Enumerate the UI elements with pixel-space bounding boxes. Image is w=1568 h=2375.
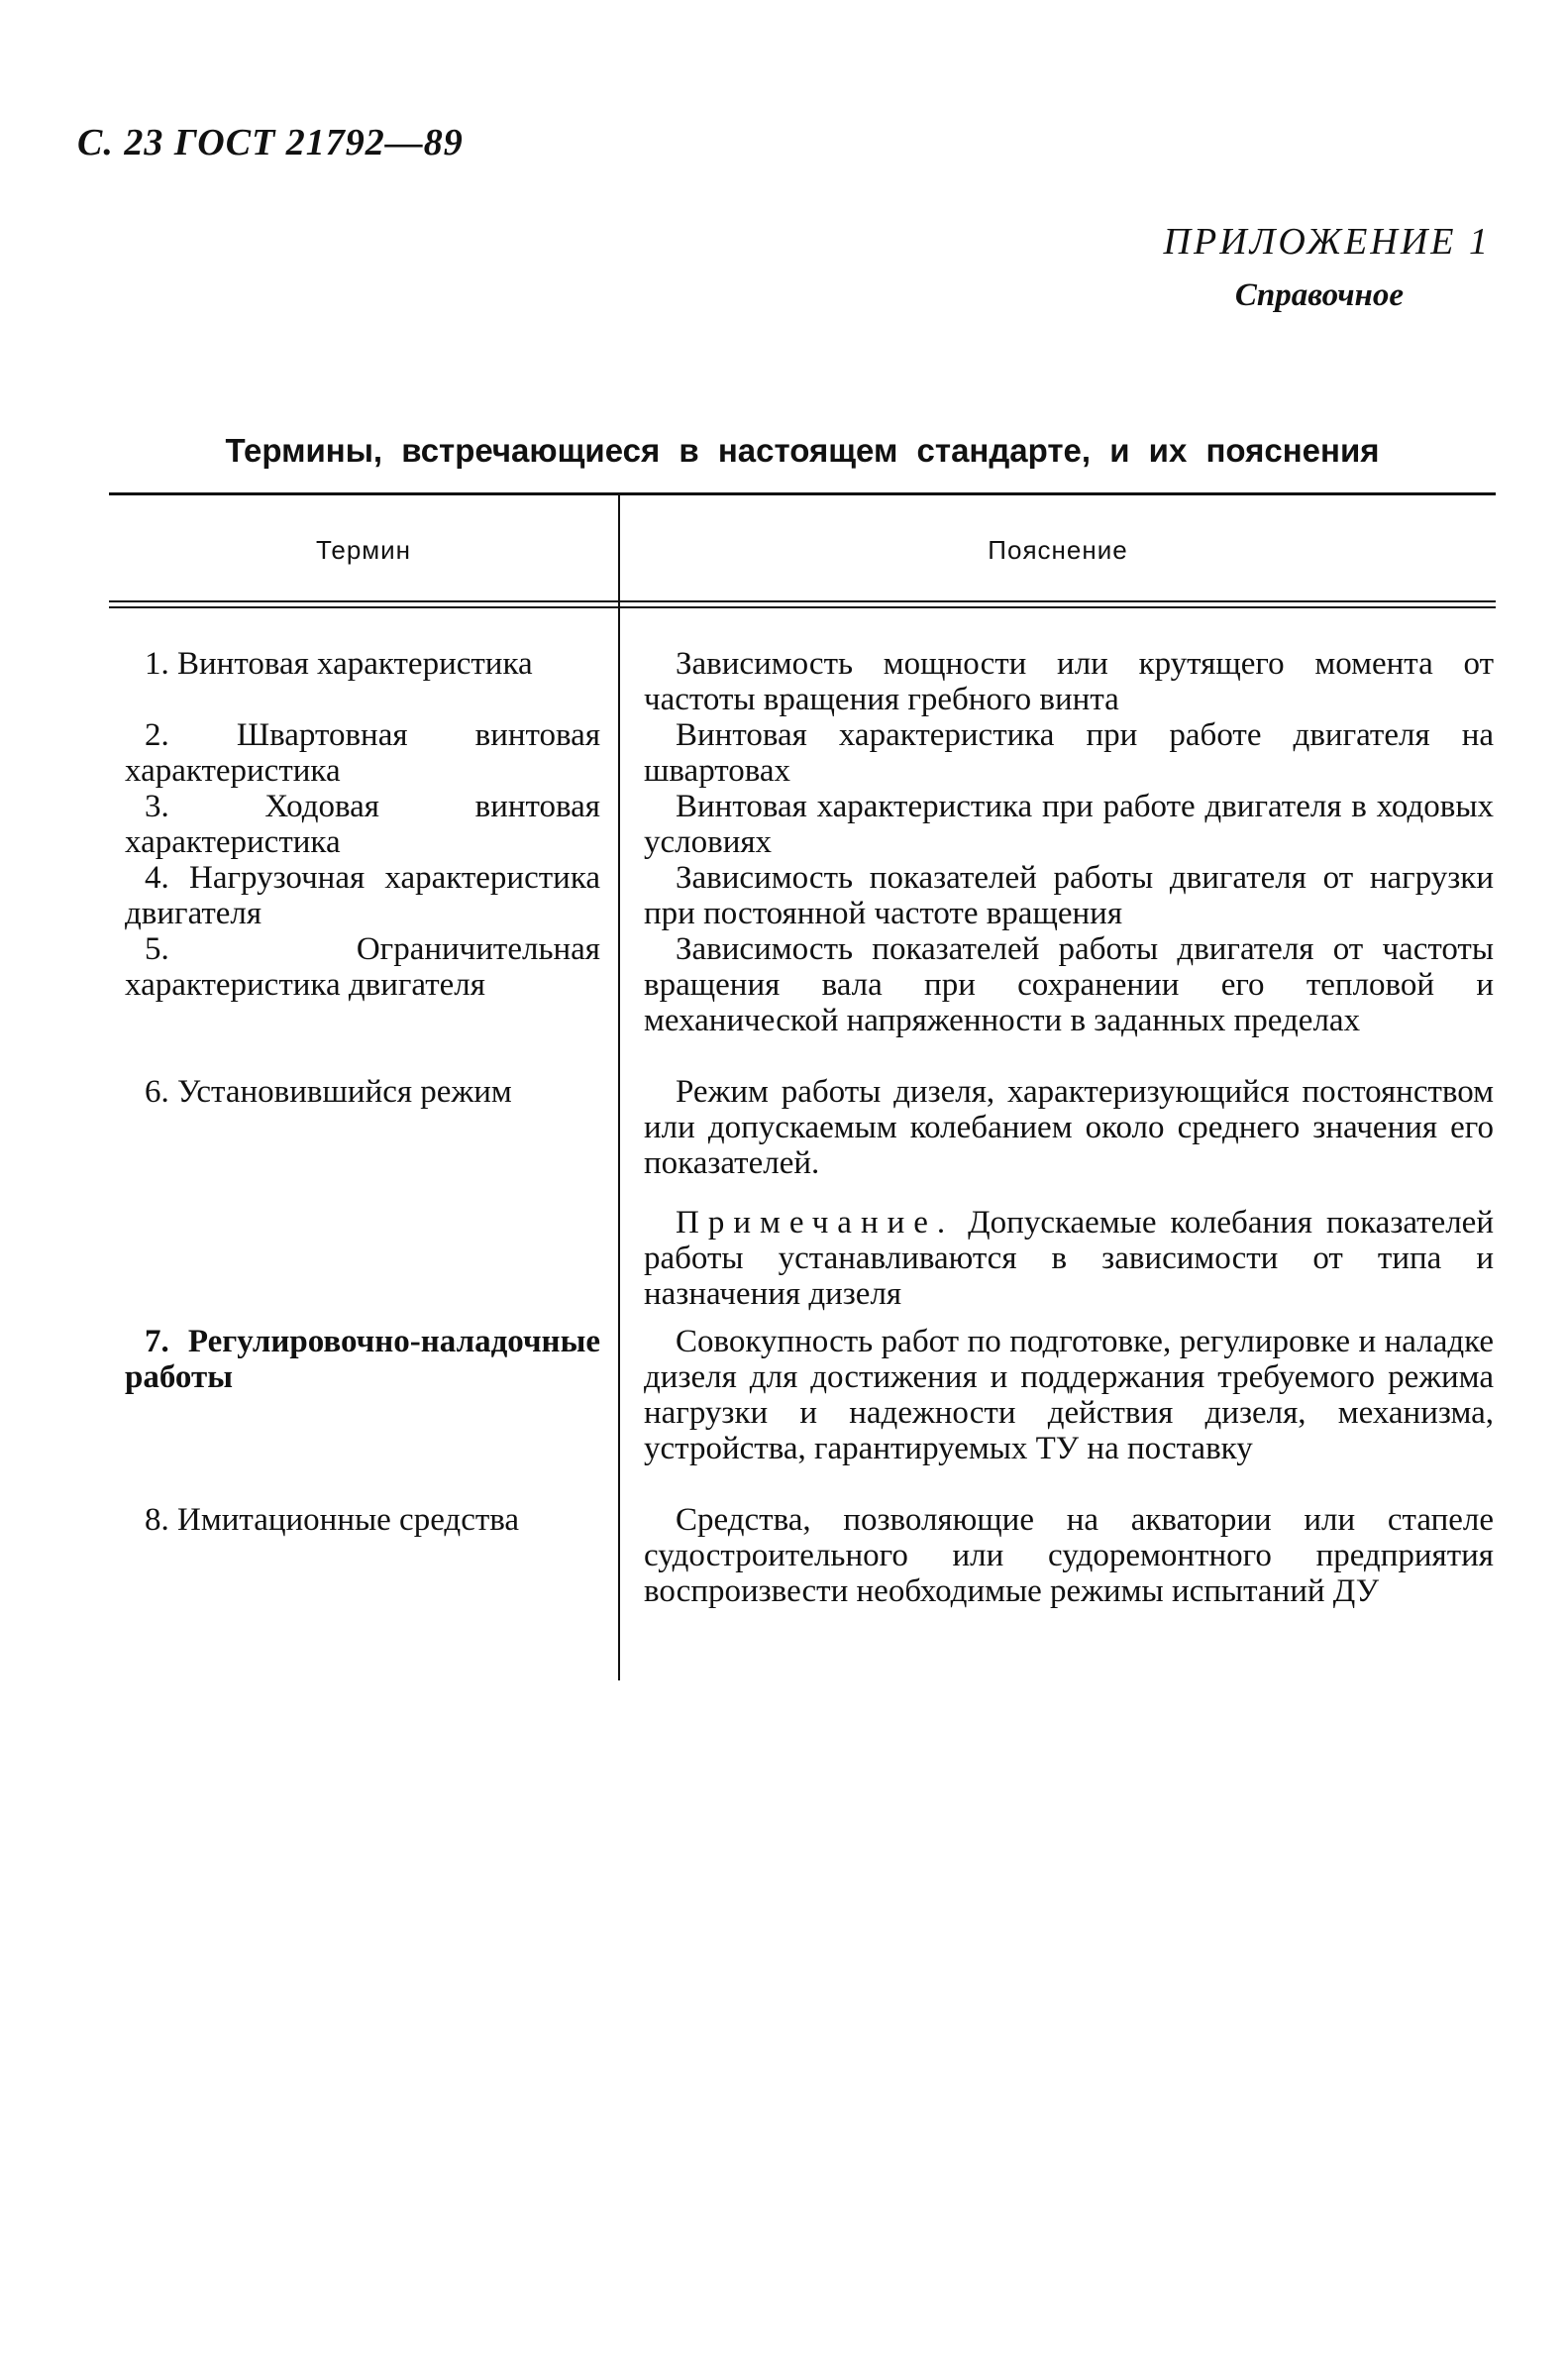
explanation-cell: Зависимость показателей работы двигателя от частоты вращения вала при сохранении его тепловой и механической напряженности в заданных пределах	[644, 931, 1494, 1038]
explanation-cell: Зависимость мощности или крутящего момента от частоты вращения гребного винта	[644, 646, 1494, 717]
appendix-heading	[1164, 220, 1491, 314]
note	[644, 1205, 1494, 1312]
table-top-rule	[109, 492, 1496, 495]
page-reference: С. 23 ГОСТ 21792—89	[77, 122, 464, 163]
column-divider	[618, 495, 620, 1680]
term-cell: 2. Швартовная винтовая характеристика	[125, 717, 600, 789]
explanation-text: Режим работы дизеля, характеризующийся постоянством или допускаемым колебанием около среднего значения его показателей.	[644, 1074, 1494, 1181]
header-rule	[109, 600, 1496, 602]
note-text: Допускаемые колебания показателей работы устанавливаются в зависимости от типа и назначения дизеля	[644, 1205, 1494, 1312]
column-header-term: Термин	[315, 535, 412, 565]
table-title: Термины, встречающиеся в настоящем стандарте, и их пояснения	[225, 432, 1380, 469]
explanation-cell: Средства, позволяющие на акватории или стапеле судостроительного или судоремонтного предприятия воспроизвести необходимые режимы испытаний ДУ	[644, 1502, 1494, 1609]
appendix-title: ПРИЛОЖЕНИЕ 1	[1163, 221, 1491, 263]
header-rule	[109, 606, 1496, 608]
column-header-explanation: Пояснение	[988, 535, 1128, 565]
note-label: Примечание.	[676, 1205, 955, 1241]
term-cell: 5. Ограничительная характеристика двигателя	[125, 931, 600, 1003]
explanation-cell: Винтовая характеристика при работе двигателя в ходовых условиях	[644, 789, 1494, 860]
explanation-cell	[644, 1074, 1494, 1312]
term-cell: 8. Имитационные средства	[145, 1502, 520, 1538]
explanation-cell: Винтовая характеристика при работе двигателя на швартовах	[644, 717, 1494, 789]
term-cell: 6. Установившийся режим	[145, 1074, 512, 1110]
appendix-type: Справочное	[1234, 277, 1404, 313]
term-cell: 3. Ходовая винтовая характеристика	[125, 789, 600, 860]
explanation-cell: Зависимость показателей работы двигателя от нагрузки при постоянной частоте вращения	[644, 860, 1494, 931]
explanation-cell: Совокупность работ по подготовке, регулировке и наладке дизеля для достижения и поддержания требуемого режима нагрузки и надежности действия дизеля, механизма, устройства, гарантируемых ТУ на поставку	[644, 1324, 1494, 1466]
term-cell: 7. Регулировочно-наладочные работы	[125, 1324, 600, 1395]
term-cell: 4. Нагрузочная характеристика двигателя	[125, 860, 600, 931]
term-cell: 1. Винтовая характеристика	[145, 646, 533, 682]
